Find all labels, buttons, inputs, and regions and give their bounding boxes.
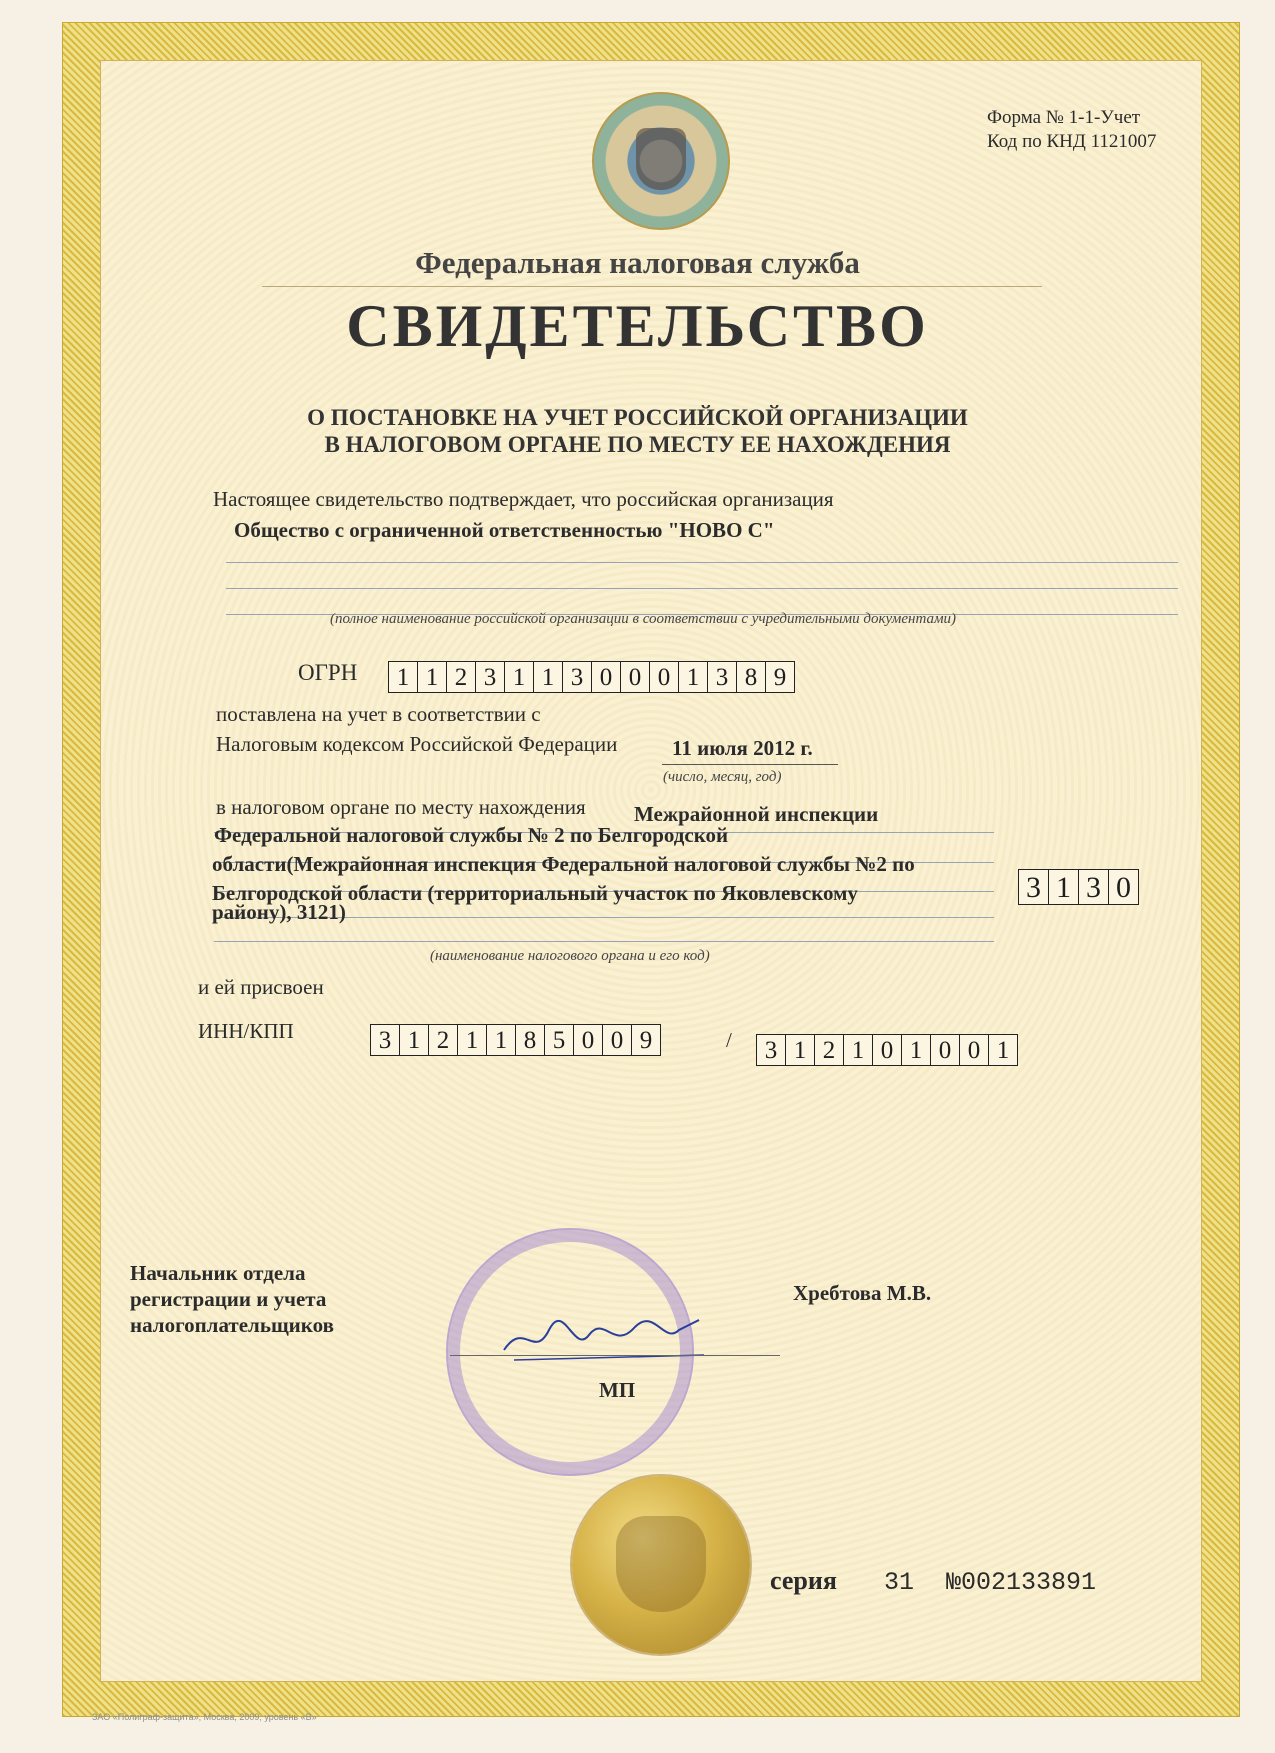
signature-icon [494,1300,714,1380]
hologram-emblem [592,92,730,230]
digit-cell: 0 [592,662,621,692]
signature-line [450,1355,780,1356]
registered-text-2: Налоговым кодексом Российской Федерации [216,732,618,756]
org-name-line-1 [226,562,1178,563]
digit-cell: 9 [639,1027,653,1054]
authority-code-boxes [1018,869,1139,905]
serial-number: №002133891 [946,1568,1097,1597]
agency-underline [262,286,1042,287]
digit-cell: 1 [844,1035,873,1065]
document-title: СВИДЕТЕЛЬСТВО [346,293,929,359]
digit-cell: 3 [1019,870,1049,904]
org-name-caption: (полное наименование российской организации в соответствии с учредительными документами) [330,611,957,627]
org-name-line-2 [226,588,1178,589]
authority-line-3: области(Межрайонная инспекция Федеральной налоговой службы №2 по [212,852,915,876]
position-line-3: налогоплательщиков [130,1313,334,1337]
digit-cell: 1 [786,1035,815,1065]
digit-cell: 0 [960,1035,989,1065]
document-subtitle [0,404,1275,458]
digit-cell: 5 [545,1025,574,1055]
digit-cell: 0 [1116,871,1131,904]
digit-cell: 3 [1079,870,1109,904]
subtitle-line-2: В НАЛОГОВОМ ОРГАНЕ ПО МЕСТУ ЕЕ НАХОЖДЕНИЯ [324,432,951,457]
inn-kpp-separator: / [726,1028,732,1052]
digit-cell: 2 [429,1025,458,1055]
digit-cell: 1 [418,662,447,692]
knd-code: Код по КНД 1121007 [987,131,1157,152]
digit-cell: 0 [621,662,650,692]
agency-name: Федеральная налоговая служба [415,245,860,280]
coat-of-arms-icon [636,128,686,190]
position-line-1: Начальник отдела [130,1261,306,1285]
digit-cell: 0 [574,1025,603,1055]
digit-cell: 2 [815,1035,844,1065]
digit-cell: 1 [902,1035,931,1065]
digit-cell: 1 [389,662,418,692]
eagle-icon [616,1516,706,1612]
serial-label: серия [770,1566,837,1595]
digit-cell: 2 [447,662,476,692]
digit-cell: 1 [400,1025,429,1055]
inn-kpp-label: ИНН/КПП [198,1019,294,1043]
inn-boxes [370,1024,661,1056]
form-number: Форма № 1-1-Учет [987,107,1141,128]
ogrn-boxes [388,661,795,693]
authority-line-5: району), 3121) [212,900,346,924]
stamp-place-mark: МП [599,1378,636,1402]
ogrn-label: ОГРН [298,660,358,685]
form-code-block [987,106,1187,154]
authority-line-4: Белгородской области (территориальный участок по Яковлевскому [212,881,858,905]
digit-cell: 3 [476,662,505,692]
digit-cell: 9 [773,664,787,691]
digit-cell: 3 [371,1025,400,1055]
signatory-name: Хребтова М.В. [793,1281,932,1305]
position-line-2: регистрации и учета [130,1287,327,1311]
digit-cell: 1 [996,1037,1010,1064]
kpp-boxes [756,1034,1018,1066]
authority-line-1: Межрайонной инспекции [634,802,879,826]
authority-intro: в налоговом органе по месту нахождения [216,795,586,819]
digit-cell: 1 [679,662,708,692]
serial-series: 31 [884,1568,915,1597]
digit-cell: 1 [505,662,534,692]
digit-cell: 1 [534,662,563,692]
organization-name: Общество с ограниченной ответственностью "НОВО С" [234,518,775,542]
digit-cell: 1 [487,1025,516,1055]
digit-cell: 3 [563,662,592,692]
signatory-position [130,1260,334,1338]
digit-cell: 0 [931,1035,960,1065]
digit-cell: 8 [737,662,766,692]
assigned-text: и ей присвоен [198,975,324,999]
authority-line-2: Федеральной налоговой службы № 2 по Белгородской [214,823,729,847]
digit-cell: 0 [603,1025,632,1055]
subtitle-line-1: О ПОСТАНОВКЕ НА УЧЕТ РОССИЙСКОЙ ОРГАНИЗАЦИИ [307,405,968,430]
intro-text: Настоящее свидетельство подтверждает, что российская организация [213,487,834,511]
digit-cell: 0 [873,1035,902,1065]
printer-note: ЗАО «Полиграф-защита», Москва, 2009, уровень «В» [92,1712,317,1722]
date-caption: (число, месяц, год) [663,769,782,785]
digit-cell: 0 [650,662,679,692]
digit-cell: 3 [757,1035,786,1065]
authority-underline-5 [214,941,994,942]
digit-cell: 8 [516,1025,545,1055]
registration-date: 11 июля 2012 г. [672,736,813,760]
authority-caption: (наименование налогового органа и его код) [430,948,710,964]
digit-cell: 1 [1049,870,1079,904]
digit-cell: 3 [708,662,737,692]
registered-text-1: поставлена на учет в соответствии с [216,702,541,726]
gold-seal [572,1476,750,1654]
date-underline [662,764,838,765]
digit-cell: 1 [458,1025,487,1055]
